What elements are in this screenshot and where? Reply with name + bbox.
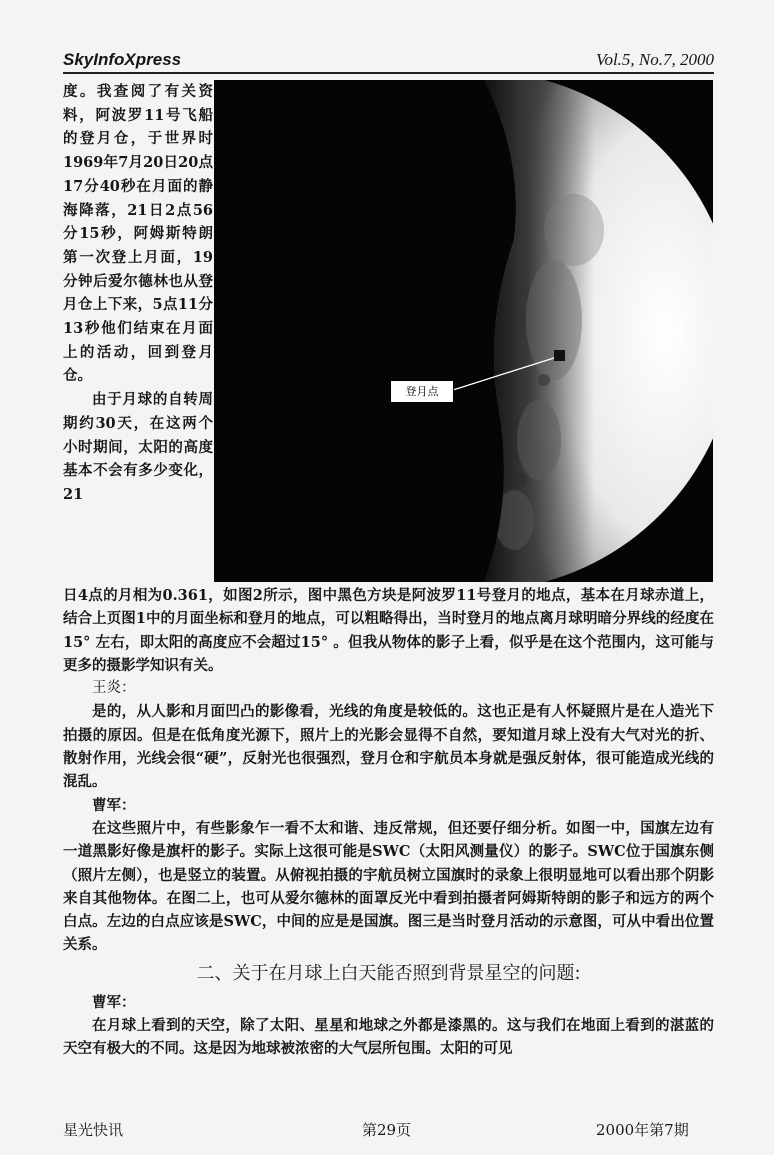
- footer-page-number: 第29页: [362, 1121, 412, 1139]
- speaker-wang-yan: 王炎：: [92, 680, 136, 697]
- speaker-cao-jun-2: 曹军：: [92, 993, 136, 1011]
- footer-publication: 星光快讯: [63, 1121, 124, 1139]
- moon-photo: [214, 80, 713, 582]
- speaker-cao-jun-1: 曹军：: [92, 796, 136, 814]
- body-paragraph-2: 是的，从人影和月面凹凸的影像看，光线的角度是较低的。这也正是有人怀疑照片是在人造光下拍摄的原因。但是在低角度光源下，照片上的光影会显得不自然，要知道月球上没有大气对光的折、散射作用，光线会很“硬”，反射光也很强烈，登月仓和宇航员本身就是强反射体，很可能造成光线的混乱。: [63, 703, 714, 791]
- landing-site-marker: [554, 350, 565, 361]
- landing-site-label: 登月点: [390, 380, 454, 403]
- publication-title: SkyInfoXpress: [63, 50, 182, 69]
- section-heading: 二、关于在月球上白天能否照到背景星空的问题:: [196, 962, 581, 984]
- body-paragraph-4: 在月球上看到的天空，除了太阳、星星和地球之外都是漆黑的。这与我们在地面上看到的湛蓝的天空有极大的不同。这是因为地球被浓密的大气层所包围。太阳的可见: [63, 1017, 714, 1058]
- issue-info: Vol.5, No.7, 2000: [595, 50, 714, 69]
- moon-illustration: [214, 80, 713, 582]
- left-column: [63, 80, 213, 507]
- body-paragraph-1: 日4点的月相为0.361，如图2所示，图中黑色方块是阿波罗11号登月的地点，基本在月球赤道上，结合上页图1中的月面坐标和登月的地点，可以粗略得出，当时登月的地点离月球明暗分界线的经度在15° 左右，即太阳的高度应不会超过15° 。但我从物体的影子上看，似乎是在这个范围内，这可能与更多的摄影学知识有关。: [63, 587, 714, 674]
- article-body: [63, 584, 714, 1061]
- body-paragraph-3: 在这些照片中，有些影象乍一看不太和谐、违反常规，但还要仔细分析。如图一中，国旗左边有一道黑影好像是旗杆的影子。实际上这很可能是SWC（太阳风测量仪）的影子。SWC位于国旗东侧（照片左侧），也是竖立的装置。从俯视拍摄的宇航员树立国旗时的录象上很明显地可以看出那个阴影来自其他物体。在图二上，也可从爱尔德林的面罩反光中看到拍摄者阿姆斯特朗的影子和远方的两个白点。左边的白点应该是SWC，中间的应是是国旗。图三是当时登月活动的示意图，可从中看出位置关系。: [63, 819, 714, 954]
- header-rule: [63, 72, 714, 74]
- left-paragraph-1: 度。我查阅了有关资料，阿波罗11号飞船的登月仓，于世界时1969年7月20日20点17分40秒在月面的静海降落，21日2点56分15秒，阿姆斯特朗第一次登上月面，19分钟后爱尔德林也从登月仓上下来，5点11分13秒他们结束在月面上的活动，回到登月仓。: [63, 83, 213, 385]
- footer-issue: 2000年第7期: [596, 1121, 689, 1139]
- left-paragraph-2: 由于月球的自转周期约30天，在这两个小时期间，太阳的高度基本不会有多少变化，21: [63, 391, 213, 503]
